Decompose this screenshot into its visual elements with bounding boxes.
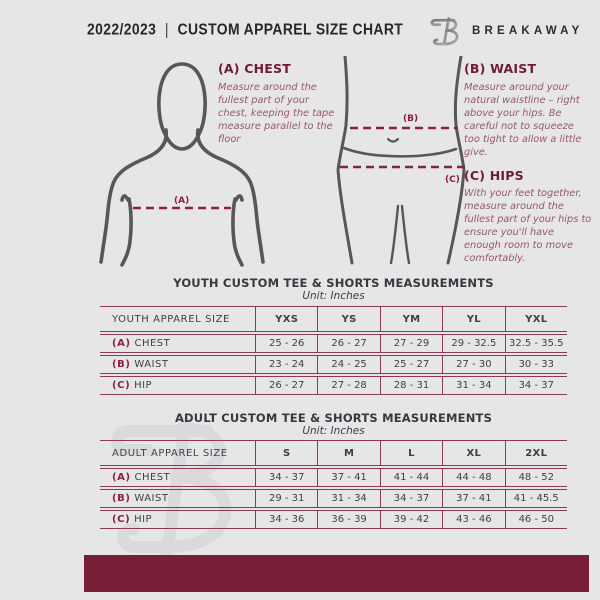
row-label: WAIST xyxy=(134,359,169,370)
youth-size-ym: YM xyxy=(380,306,442,332)
youth-size-yl: YL xyxy=(442,306,504,332)
row-prefix: (B) xyxy=(112,493,131,504)
cell: 34 - 37 xyxy=(380,489,442,508)
cell: 26 - 27 xyxy=(255,376,317,395)
cell: 32.5 - 35.5 xyxy=(505,334,567,353)
youth-header-row xyxy=(100,306,567,332)
row-label: CHEST xyxy=(134,338,171,349)
cell: 48 - 52 xyxy=(505,468,567,487)
adult-hip-row xyxy=(100,510,567,529)
title-text: CUSTOM APPAREL SIZE CHART xyxy=(177,21,404,39)
page-title xyxy=(87,21,403,38)
cell: 41 - 45.5 xyxy=(505,489,567,508)
chest-heading: (A) CHEST xyxy=(218,61,291,76)
row-prefix: (A) xyxy=(112,338,131,349)
youth-hip-row xyxy=(100,376,567,395)
row-label: HIP xyxy=(134,514,153,525)
cell: 34 - 37 xyxy=(255,468,317,487)
adult-size-s: S xyxy=(255,440,317,466)
cell: 27 - 28 xyxy=(317,376,379,395)
cell: 29 - 32.5 xyxy=(442,334,504,353)
youth-table-unit: Unit: Inches xyxy=(302,290,365,302)
adult-size-m: M xyxy=(317,440,379,466)
youth-chest-row xyxy=(100,334,567,353)
youth-waist-row xyxy=(100,355,567,374)
chest-description: Measure around the fullest part of your chest, keeping the tape measure parallel to the floor xyxy=(218,82,335,145)
adult-size-l: L xyxy=(380,440,442,466)
cell: 39 - 42 xyxy=(380,510,442,529)
lower-body-figure xyxy=(332,56,472,268)
title-separator: | xyxy=(164,21,169,39)
row-label: HIP xyxy=(134,380,153,391)
hips-marker-label: (C) xyxy=(445,175,460,185)
cell: 37 - 41 xyxy=(442,489,504,508)
title-year: 2022/2023 xyxy=(87,21,157,39)
waist-heading: (B) WAIST xyxy=(464,61,537,76)
cell: 27 - 29 xyxy=(380,334,442,353)
youth-size-yxl: YXL xyxy=(505,306,567,332)
cell: 31 - 34 xyxy=(317,489,379,508)
hips-description: With your feet together, measure around the fullest part of your hips to ensure you'll have enough room to move comfortably. xyxy=(464,188,592,264)
cell: 25 - 27 xyxy=(380,355,442,374)
adult-chest-row xyxy=(100,468,567,487)
cell: 44 - 48 xyxy=(442,468,504,487)
adult-size-table xyxy=(100,438,567,531)
row-prefix: (C) xyxy=(112,514,131,525)
youth-size-ys: YS xyxy=(317,306,379,332)
waist-description: Measure around your natural waistline – right above your hips. Be careful not to squeeze too tight to allow a little give. xyxy=(464,82,582,158)
footer-bar xyxy=(84,555,589,592)
hips-heading: (C) HIPS xyxy=(464,168,524,183)
cell: 23 - 24 xyxy=(255,355,317,374)
cell: 34 - 36 xyxy=(255,510,317,529)
adult-waist-row xyxy=(100,489,567,508)
adult-size-label: ADULT APPAREL SIZE xyxy=(100,440,255,466)
brand-name: BREAKAWAY xyxy=(472,25,584,37)
adult-size-xl: XL xyxy=(442,440,504,466)
youth-size-yxs: YXS xyxy=(255,306,317,332)
cell: 26 - 27 xyxy=(317,334,379,353)
youth-table-title: YOUTH CUSTOM TEE & SHORTS MEASUREMENTS xyxy=(173,276,494,290)
adult-table-title: ADULT CUSTOM TEE & SHORTS MEASUREMENTS xyxy=(174,411,493,425)
cell: 31 - 34 xyxy=(442,376,504,395)
cell: 24 - 25 xyxy=(317,355,379,374)
cell: 43 - 46 xyxy=(442,510,504,529)
cell: 36 - 39 xyxy=(317,510,379,529)
row-prefix: (B) xyxy=(112,359,131,370)
cell: 28 - 31 xyxy=(380,376,442,395)
row-label: CHEST xyxy=(134,472,171,483)
youth-size-table xyxy=(100,304,567,397)
cell: 46 - 50 xyxy=(505,510,567,529)
chest-marker-label: (A) xyxy=(174,196,190,206)
cell: 29 - 31 xyxy=(255,489,317,508)
row-label: WAIST xyxy=(134,493,169,504)
cell: 37 - 41 xyxy=(317,468,379,487)
cell: 25 - 26 xyxy=(255,334,317,353)
adult-size-2xl: 2XL xyxy=(505,440,567,466)
cell: 41 - 44 xyxy=(380,468,442,487)
brand-block xyxy=(428,14,584,48)
cell: 27 - 30 xyxy=(442,355,504,374)
adult-header-row xyxy=(100,440,567,466)
row-prefix: (A) xyxy=(112,472,131,483)
cell: 34 - 37 xyxy=(505,376,567,395)
waist-marker-label: (B) xyxy=(403,114,419,124)
cell: 30 - 33 xyxy=(505,355,567,374)
youth-size-label: YOUTH APPAREL SIZE xyxy=(100,306,255,332)
adult-table-unit: Unit: Inches xyxy=(302,425,365,437)
row-prefix: (C) xyxy=(112,380,131,391)
breakaway-logo-icon xyxy=(428,14,464,48)
